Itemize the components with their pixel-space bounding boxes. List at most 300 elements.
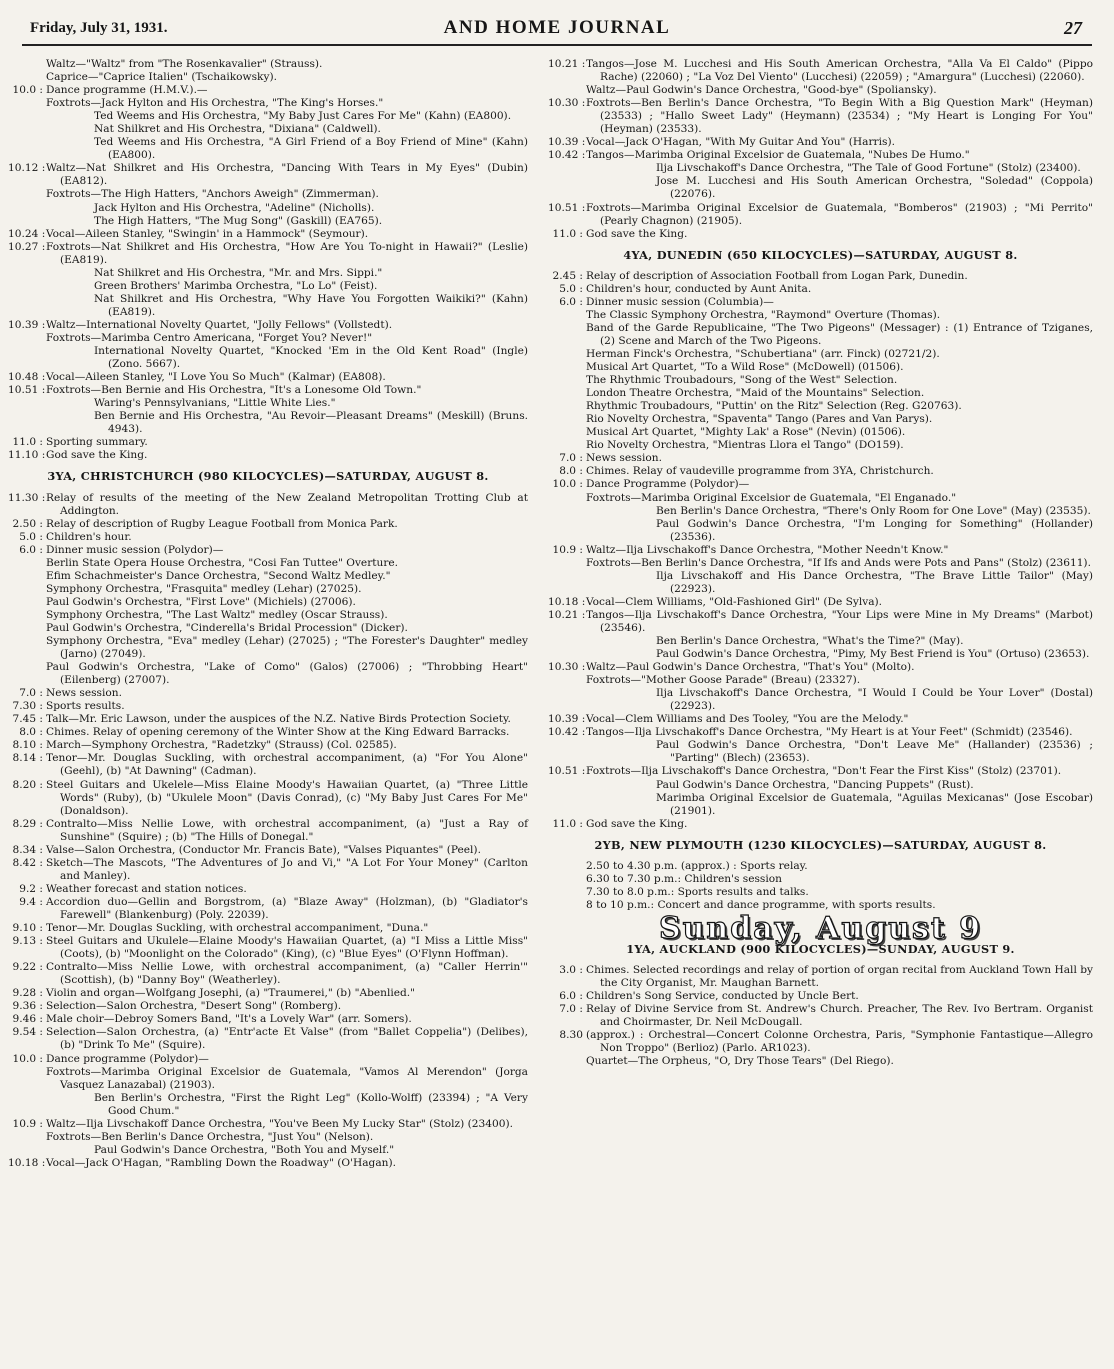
entry-line: Waltz—Paul Godwin's Dance Orchestra, "That's You" (Molto).	[586, 661, 915, 674]
entry-body	[46, 922, 528, 935]
entry-time: 8.20 :	[12, 778, 43, 791]
entry-line: Male choir—Debroy Somers Band, "It's a Lovely War" (arr. Somers).	[46, 1013, 412, 1026]
entry-time: 10.51 :	[548, 765, 586, 778]
entry-time: 6.0 :	[559, 990, 583, 1003]
entry-line: Ben Berlin's Orchestra, "First the Right Leg" (Kollo-Wolff) (23394) ; "A Very Good Chum."	[94, 1091, 528, 1117]
entry-line: Green Brothers' Marimba Orchestra, "Lo Lo" (Feist).	[94, 279, 378, 292]
entry-line: Dance programme (Polydor)—	[46, 1052, 209, 1065]
entry-body	[46, 818, 528, 844]
entry-line: Efim Schachmeister's Dance Orchestra, "Second Waltz Medley."	[46, 569, 391, 582]
entry-time: 9.54 :	[12, 1026, 43, 1039]
programme-entry	[8, 241, 528, 319]
entry-body	[586, 596, 1093, 609]
entry-time: 10.39 :	[8, 318, 46, 331]
programme-entry	[548, 228, 1093, 241]
entry-body	[586, 283, 1093, 296]
entry-time: 8.0 :	[19, 726, 43, 739]
entry-line: Dance programme (H.M.V.).—	[46, 84, 208, 97]
entry-time: 7.45 :	[12, 713, 43, 726]
entry-line: Ilja Livschakoff and His Dance Orchestra, "The Brave Little Tailor" (May) (22923).	[656, 569, 1093, 595]
programme-entry	[8, 436, 528, 449]
entry-line: Musical Art Quartet, "Mighty Lak' a Rose" (Nevin) (01506).	[586, 426, 906, 439]
programme-entry	[8, 739, 528, 752]
entry-time: 9.2 :	[19, 882, 43, 895]
entry-line: Tenor—Mr. Douglas Suckling, with orchestral accompaniment, "Duna."	[46, 922, 429, 935]
entry-body	[586, 136, 1093, 149]
entry-body	[586, 713, 1093, 726]
entry-line: Vocal—Jack O'Hagan, "Rambling Down the Roadway" (O'Hagan).	[46, 1156, 396, 1169]
entry-line: (approx.) : Orchestral—Concert Colonne Orchestra, Paris, "Symphonie Fantastique—Allegro Non Troppo" (Berlioz) (Parlo. AR1023).	[586, 1029, 1093, 1055]
entry-line: Quartet—The Orpheus, "O, Dry Those Tears" (Del Riego).	[586, 1055, 894, 1068]
section-heading-1ya: 1YA, AUCKLAND (900 KILOCYCLES)—SUNDAY, AUGUST 9.	[626, 942, 1015, 956]
entry-body	[586, 465, 1093, 478]
entry-body	[46, 1157, 528, 1170]
entry-time: 7.0 :	[559, 1003, 583, 1016]
entry-time: 9.36 :	[12, 1000, 43, 1013]
entry-body	[46, 544, 528, 688]
entry-body	[46, 162, 528, 227]
programme-entry	[8, 384, 528, 436]
entry-body	[46, 857, 528, 883]
entry-time: 2.50 :	[12, 517, 43, 530]
entry-line: Tangos—Ilja Livschakoff's Dance Orchestra, "Your Lips were Mine in My Dreams" (Marbot) (23546).	[586, 608, 1093, 634]
programme-entry	[548, 661, 1093, 713]
entry-line: Paul Godwin's Orchestra, "Cinderella's Bridal Procession" (Dicker).	[46, 621, 408, 634]
programme-entry	[8, 1026, 528, 1052]
entry-time: 8.10 :	[12, 739, 43, 752]
programme-entry	[8, 896, 528, 922]
entry-body	[46, 1013, 528, 1026]
entry-body	[46, 726, 528, 739]
entry-line: News session.	[586, 452, 662, 465]
entry-body	[46, 1000, 528, 1013]
entry-line: Foxtrots—Ilja Livschakoff's Dance Orchestra, "Don't Fear the First Kiss" (Stolz) (23701).	[586, 765, 1062, 778]
entry-line: Vocal—Clem Williams and Des Tooley, "You are the Melody."	[586, 713, 909, 726]
entry-line: Rhythmic Troubadours, "Puttin' on the Ritz" Selection (Reg. G20763).	[586, 400, 962, 413]
programme-entry	[8, 961, 528, 987]
entry-line: Ben Berlin's Dance Orchestra, "What's the Time?" (May).	[656, 635, 964, 648]
entry-line: Sports results.	[46, 700, 125, 713]
programme-entry	[8, 935, 528, 961]
programme-entry	[548, 990, 1093, 1003]
entry-time: 5.0 :	[19, 530, 43, 543]
programme-entry	[8, 752, 528, 778]
entry-line: Nat Shilkret and His Orchestra, "Dixiana" (Caldwell).	[94, 123, 381, 136]
entry-line: Tangos—Jose M. Lucchesi and His South American Orchestra, "Alla Va El Caldo" (Pippo Rache) (22060) ; "La Voz Del Viento" (Lucchesi) (22059) ; "Amargura" (Lucchesi) (22060).	[586, 58, 1093, 84]
programme-entry	[8, 319, 528, 371]
entry-body	[586, 1003, 1093, 1029]
entry-time: 10.18 :	[548, 595, 586, 608]
entry-time: 9.22 :	[12, 961, 43, 974]
entry-time: 8.34 :	[12, 843, 43, 856]
header-date: Friday, July 31, 1931.	[30, 20, 168, 36]
entry-body	[586, 270, 1093, 283]
entry-body	[46, 844, 528, 857]
entry-body	[586, 1029, 1093, 1068]
entry-line: Chimes. Relay of opening ceremony of the Winter Show at the King Edward Barracks.	[46, 726, 510, 739]
entry-time: 11.0 :	[12, 436, 43, 449]
entry-body	[586, 609, 1093, 661]
section-heading-3ya: 3YA, CHRISTCHURCH (980 KILOCYCLES)—SATURDAY, AUGUST 8.	[47, 469, 489, 484]
entry-line: Steel Guitars and Ukelele—Miss Elaine Moody's Hawaiian Quartet, (a) "Three Little Words" (Ruby), (b) "Ukulele Moon" (Davis Conrad), (c) "My Baby Just Cares For Me" (Donaldson).	[46, 778, 528, 817]
entry-body	[46, 1026, 528, 1052]
entry-line: March—Symphony Orchestra, "Radetzky" (Strauss) (Col. 02585).	[46, 739, 397, 752]
entry-line: Violin and organ—Wolfgang Josephi, (a) "Traumerei," (b) "Abenlied."	[46, 987, 416, 1000]
entry-body	[46, 518, 528, 531]
entry-body	[46, 883, 528, 896]
entry-body	[586, 964, 1093, 990]
entry-line: News session.	[46, 687, 122, 700]
entry-body	[46, 384, 528, 436]
entry-line: Foxtrots—Ben Berlin's Dance Orchestra, "To Begin With a Big Question Mark" (Heyman) (23533) ; "Hallo Sweet Lady" (Heymann) (23534) ; "My Heart is Longing For You" (Heyman) (23533).	[586, 97, 1093, 136]
entry-line: Relay of description of Rugby League Football from Monica Park.	[46, 517, 398, 530]
programme-entry	[8, 700, 528, 713]
page-header	[22, 16, 1092, 46]
entry-line: Rio Novelty Orchestra, "Mientras Llora el Tango" (DO159).	[586, 439, 904, 452]
entry-line: The Classic Symphony Orchestra, "Raymond" Overture (Thomas).	[586, 308, 941, 321]
entry-time: 10.12 :	[8, 162, 46, 175]
programme-entry	[548, 283, 1093, 296]
entry-time: 6.0 :	[19, 543, 43, 556]
programme-entry	[8, 531, 528, 544]
entry-line: Relay of results of the meeting of the New Zealand Metropolitan Trotting Club at Addington.	[46, 491, 528, 517]
programme-entry	[8, 1000, 528, 1013]
entry-body	[46, 531, 528, 544]
entry-line: Dinner music session (Columbia)—	[586, 295, 774, 308]
page-number: 27	[1064, 18, 1082, 38]
entry-body	[46, 1118, 528, 1157]
right-column	[548, 58, 1093, 1068]
entry-body	[46, 1053, 528, 1118]
entry-line: Foxtrots—Nat Shilkret and His Orchestra, "How Are You To-night in Hawaii?" (Leslie) (EA819).	[46, 240, 528, 266]
entry-body	[46, 896, 528, 922]
entry-body	[586, 97, 1093, 136]
entry-line: Relay of description of Association Football from Logan Park, Dunedin.	[586, 269, 968, 282]
entry-body	[586, 452, 1093, 465]
programme-entry	[8, 518, 528, 531]
entry-body	[586, 661, 1093, 713]
programme-entry	[548, 964, 1093, 990]
entry-body	[46, 687, 528, 700]
entry-time: 2.45 :	[552, 269, 583, 282]
entry-body	[46, 739, 528, 752]
programme-list	[8, 58, 528, 462]
entry-time: 11.0 :	[552, 817, 583, 830]
entry-line: Paul Godwin's Dance Orchestra, "Both You and Myself."	[94, 1143, 395, 1156]
programme-entry	[8, 371, 528, 384]
entry-time	[548, 860, 586, 912]
entry-line: 8 to 10 p.m.: Concert and dance programme, with sports results.	[586, 898, 936, 911]
programme-entry	[548, 465, 1093, 478]
entry-time: 10.24 :	[8, 227, 46, 240]
entry-body	[46, 449, 528, 462]
entry-line: God save the King.	[586, 817, 688, 830]
entry-time: 10.51 :	[8, 384, 46, 397]
entry-time	[8, 58, 46, 84]
entry-line: Paul Godwin's Orchestra, "Lake of Como" (Galos) (27006) ; "Throbbing Heart" (Eilenberg) (27007).	[46, 661, 528, 687]
entry-time: 10.48 :	[8, 371, 46, 384]
entry-body	[46, 241, 528, 319]
programme-entry	[8, 228, 528, 241]
entry-line: Sketch—The Mascots, "The Adventures of Jo and Vi," "A Lot For Your Money" (Carlton and Manley).	[46, 856, 528, 882]
entry-body	[586, 765, 1093, 817]
entry-line: Berlin State Opera House Orchestra, "Cosi Fan Tuttee" Overture.	[46, 556, 399, 569]
entry-line: Vocal—Aileen Stanley, "I Love You So Much" (Kalmar) (EA808).	[46, 371, 386, 384]
entry-line: Waltz—Paul Godwin's Dance Orchestra, "Good-bye" (Spoliansky).	[586, 84, 937, 97]
entry-line: Vocal—Clem Williams, "Old-Fashioned Girl" (De Sylva).	[586, 595, 883, 608]
programme-entry	[8, 449, 528, 462]
entry-time: 8.30	[559, 1029, 583, 1042]
entry-body	[586, 544, 1093, 596]
entry-line: Sporting summary.	[46, 436, 148, 449]
entry-line: Symphony Orchestra, "Eva" medley (Lehar) (27025) ; "The Forester's Daughter" medley (Jarno) (27049).	[46, 635, 528, 661]
entry-line: Waltz—International Novelty Quartet, "Jolly Fellows" (Vollstedt).	[46, 318, 393, 331]
entry-line: Ben Bernie and His Orchestra, "Au Revoir—Pleasant Dreams" (Meskill) (Bruns. 4943).	[94, 410, 528, 436]
entry-time: 10.27 :	[8, 240, 46, 253]
programme-entry	[548, 452, 1093, 465]
entry-line: Foxtrots—Marimba Original Excelsior de Guatemala, "Vamos Al Merendon" (Jorga Vasquez Lanazabal) (21903).	[46, 1065, 528, 1091]
entry-body	[46, 752, 528, 778]
left-column	[8, 58, 528, 1170]
programme-entry	[8, 987, 528, 1000]
programme-entry	[548, 296, 1093, 453]
entry-body	[46, 371, 528, 384]
entry-line: Selection—Salon Orchestra, (a) "Entr'acte Et Valse" (from "Ballet Coppelia") (Delibes), (b) "Drink To Me" (Squire).	[46, 1026, 528, 1052]
entry-line: Vocal—Aileen Stanley, "Swingin' in a Hammock" (Seymour).	[46, 227, 369, 240]
entry-line: Jack Hylton and His Orchestra, "Adeline" (Nicholls).	[94, 201, 375, 214]
entry-line: Foxtrots—Marimba Centro Americana, "Forget You? Never!"	[46, 331, 373, 344]
programme-entry	[8, 857, 528, 883]
entry-line: Talk—Mr. Eric Lawson, under the auspices of the N.Z. Native Birds Protection Society.	[46, 713, 511, 726]
programme-entry	[8, 726, 528, 739]
entry-time: 9.4 :	[19, 895, 43, 908]
entry-body	[46, 492, 528, 518]
entry-line: Foxtrots—Marimba Original Excelsior de Guatemala, "Bomberos" (21903) ; "Mi Perrito" (Pearly Chagnon) (21905).	[586, 201, 1093, 227]
entry-time: 6.0 :	[559, 295, 583, 308]
programme-entry	[8, 779, 528, 818]
programme-list	[8, 492, 528, 1170]
entry-line: Waring's Pennsylvanians, "Little White Lies."	[94, 397, 336, 410]
entry-body	[46, 319, 528, 371]
entry-time: 8.14 :	[12, 752, 43, 765]
programme-entry	[548, 136, 1093, 149]
entry-line: Waltz—Ilja Livschakoff Dance Orchestra, "You've Been My Lucky Star" (Stolz) (23400).	[46, 1117, 513, 1130]
programme-entry	[8, 492, 528, 518]
entry-line: God save the King.	[46, 449, 148, 462]
entry-line: Foxtrots—Marimba Original Excelsior de Guatemala, "El Enganado."	[586, 491, 957, 504]
entry-time: 10.9 :	[12, 1117, 43, 1130]
entry-line: Valse—Salon Orchestra, (Conductor Mr. Francis Bate), "Valses Piquantes" (Peel).	[46, 843, 481, 856]
entry-body	[586, 478, 1093, 543]
entry-line: Children's hour, conducted by Aunt Anita.	[586, 282, 812, 295]
entry-line: Relay of Divine Service from St. Andrew's Church. Preacher, The Rev. Ivo Bertram. Organist and Choirmaster, Dr. Neil McDougall.	[586, 1003, 1093, 1029]
entry-line: Vocal—Jack O'Hagan, "With My Guitar And You" (Harris).	[586, 136, 895, 149]
programme-entry	[548, 765, 1093, 817]
entry-body	[46, 84, 528, 162]
entry-time: 10.42 :	[548, 726, 586, 739]
entry-line: The High Hatters, "The Mug Song" (Gaskill) (EA765).	[94, 214, 383, 227]
programme-entry	[8, 687, 528, 700]
entry-line: Waltz—Ilja Livschakoff's Dance Orchestra, "Mother Needn't Know."	[586, 543, 949, 556]
entry-line: Chimes. Relay of vaudeville programme from 3YA, Christchurch.	[586, 465, 934, 478]
programme-list	[548, 58, 1093, 241]
programme-entry	[8, 544, 528, 688]
entry-time: 10.51 :	[548, 201, 586, 214]
entry-body	[46, 58, 528, 84]
entry-line: Tenor—Mr. Douglas Suckling, with orchestral accompaniment, (a) "For You Alone" (Geehl), (b) "At Dawning" (Cadman).	[46, 752, 528, 778]
entry-line: Musical Art Quartet, "To a Wild Rose" (McDowell) (01506).	[586, 361, 904, 374]
entry-body	[586, 860, 1093, 912]
entry-line: Weather forecast and station notices.	[46, 882, 247, 895]
entry-line: Ted Weems and His Orchestra, "A Girl Friend of a Boy Friend of Mine" (Kahn) (EA800).	[94, 136, 528, 162]
entry-line: International Novelty Quartet, "Knocked 'Em in the Old Kent Road" (Ingle) (Zono. 5667).	[94, 345, 528, 371]
entry-line: Dance Programme (Polydor)—	[586, 478, 750, 491]
entry-time: 10.0 :	[12, 1052, 43, 1065]
entry-time: 10.0 :	[552, 478, 583, 491]
entry-body	[46, 779, 528, 818]
entry-body	[586, 726, 1093, 765]
entry-line: Foxtrots—Jack Hylton and His Orchestra, "The King's Horses."	[46, 97, 384, 110]
programme-entry	[548, 818, 1093, 831]
entry-body	[586, 228, 1093, 241]
entry-time: 9.28 :	[12, 987, 43, 1000]
entry-line: Contralto—Miss Nellie Lowe, with orchestral accompaniment, (a) "Caller Herrin'" (Scottish), (b) "Danny Boy" (Weatherley).	[46, 961, 528, 987]
entry-time: 10.39 :	[548, 713, 586, 726]
entry-body	[46, 228, 528, 241]
entry-line: Foxtrots—The High Hatters, "Anchors Aweigh" (Zimmerman).	[46, 188, 379, 201]
entry-line: Marimba Original Excelsior de Guatemala, "Aguilas Mexicanas" (Jose Escobar) (21901).	[656, 791, 1093, 817]
programme-entry	[548, 202, 1093, 228]
entry-body	[46, 961, 528, 987]
entry-line: 2.50 to 4.30 p.m. (approx.) : Sports relay.	[586, 859, 808, 872]
entry-line: Contralto—Miss Nellie Lowe, with orchestral accompaniment, (a) "Just a Ray of Sunshine" (Squire) ; (b) "The Hills of Donegal."	[46, 817, 528, 843]
programme-list	[548, 270, 1093, 831]
entry-time: 10.0 :	[12, 84, 43, 97]
entry-line: Foxtrots—"Mother Goose Parade" (Breau) (23327).	[586, 674, 861, 687]
entry-line: 6.30 to 7.30 p.m.: Children's session	[586, 872, 782, 885]
entry-line: Children's Song Service, conducted by Uncle Bert.	[586, 990, 859, 1003]
entry-line: Foxtrots—Ben Berlin's Dance Orchestra, "Just You" (Nelson).	[46, 1130, 374, 1143]
entry-line: London Theatre Orchestra, "Maid of the Mountains" Selection.	[586, 387, 925, 400]
entry-line: Tangos—Marimba Original Excelsior de Guatemala, "Nubes De Humo."	[586, 149, 970, 162]
entry-line: Symphony Orchestra, "The Last Waltz" medley (Oscar Strauss).	[46, 608, 388, 621]
programme-entry	[548, 270, 1093, 283]
entry-line: Nat Shilkret and His Orchestra, "Why Have You Forgotten Waikiki?" (Kahn) (EA819).	[94, 292, 528, 318]
entry-time: 8.42 :	[12, 856, 43, 869]
programme-entry	[548, 544, 1093, 596]
entry-body	[586, 296, 1093, 453]
entry-time: 10.30 :	[548, 661, 586, 674]
entry-time: 9.10 :	[12, 922, 43, 935]
entry-body	[586, 149, 1093, 201]
sunday-banner: Sunday, August 9	[658, 910, 983, 946]
entry-line: Selection—Salon Orchestra, "Desert Song" (Romberg).	[46, 1000, 342, 1013]
entry-line: Symphony Orchestra, "Frasquita" medley (Lehar) (27025).	[46, 582, 362, 595]
programme-entry	[8, 1118, 528, 1157]
programme-entry	[8, 844, 528, 857]
entry-line: God save the King.	[586, 227, 688, 240]
entry-body	[46, 713, 528, 726]
section-heading-2yb: 2YB, NEW PLYMOUTH (1230 KILOCYCLES)—SATURDAY, AUGUST 8.	[594, 837, 1047, 852]
programme-entry	[8, 162, 528, 227]
programme-entry	[8, 58, 528, 84]
programme-entry	[8, 922, 528, 935]
programme-entry	[548, 1003, 1093, 1029]
entry-body	[586, 58, 1093, 97]
entry-body	[586, 990, 1093, 1003]
entry-line: Paul Godwin's Dance Orchestra, "I'm Longing for Something" (Hollander) (23536).	[656, 517, 1093, 543]
programme-entry	[8, 883, 528, 896]
programme-list	[548, 964, 1093, 1068]
programme-entry	[548, 1029, 1093, 1068]
entry-time: 10.18 :	[8, 1156, 46, 1169]
entry-time: 8.0 :	[559, 465, 583, 478]
programme-entry	[548, 478, 1093, 543]
programme-entry	[548, 58, 1093, 97]
entry-line: Foxtrots—Ben Berlin's Dance Orchestra, "If Ifs and Ands were Pots and Pans" (Stolz) (23611).	[586, 556, 1091, 569]
programme-entry	[8, 818, 528, 844]
entry-line: Chimes. Selected recordings and relay of portion of organ recital from Auckland Town Hall by the City Organist, Mr. Maughan Barnett.	[586, 964, 1093, 990]
programme-entry	[548, 97, 1093, 136]
entry-line: Paul Godwin's Dance Orchestra, "Don't Leave Me" (Hallander) (23536) ; "Parting" (Blech) (23653).	[656, 739, 1093, 765]
entry-time: 10.42 :	[548, 149, 586, 162]
entry-line: Ben Berlin's Dance Orchestra, "There's Only Room for One Love" (May) (23535).	[656, 504, 1091, 517]
entry-line: Herman Finck's Orchestra, "Schubertiana" (arr. Finck) (02721/2).	[586, 347, 940, 360]
programme-entry	[8, 84, 528, 162]
entry-body	[46, 987, 528, 1000]
entry-time: 8.29 :	[12, 817, 43, 830]
entry-body	[586, 818, 1093, 831]
programme-entry	[8, 1157, 528, 1170]
programme-entry	[548, 609, 1093, 661]
entry-line: Rio Novelty Orchestra, "Spaventa" Tango (Pares and Van Parys).	[586, 413, 933, 426]
entry-time: 11.30 :	[8, 491, 46, 504]
entry-time: 10.30 :	[548, 97, 586, 110]
entry-time: 10.21 :	[548, 608, 586, 621]
header-title: AND HOME JOURNAL	[443, 17, 671, 38]
entry-time: 10.21 :	[548, 58, 586, 70]
programme-entry	[548, 596, 1093, 609]
entry-time: 7.0 :	[559, 452, 583, 465]
entry-line: Paul Godwin's Dance Orchestra, "Pimy, My Best Friend is You" (Ortuso) (23653).	[656, 648, 1090, 661]
entry-line: Foxtrots—Ben Bernie and His Orchestra, "It's a Lonesome Old Town."	[46, 384, 422, 397]
programme-entry	[8, 1013, 528, 1026]
entry-line: Paul Godwin's Dance Orchestra, "Dancing Puppets" (Rust).	[656, 778, 974, 791]
entry-body	[46, 935, 528, 961]
programme-entry	[8, 1053, 528, 1118]
programme-entry	[548, 860, 1093, 912]
entry-line: Ilja Livschakoff's Dance Orchestra, "I Would I Could be Your Lover" (Dostal) (22923).	[656, 687, 1093, 713]
entry-line: Tangos—Ilja Livschakoff's Dance Orchestra, "My Heart is at Your Feet" (Schmidt) (23546).	[586, 726, 1073, 739]
entry-time: 10.9 :	[552, 543, 583, 556]
programme-entry	[548, 726, 1093, 765]
programme-entry	[8, 713, 528, 726]
entry-line: Band of the Garde Republicaine, "The Two Pigeons" (Messager) : (1) Entrance of Tziganes, (2) Scene and March of the Two Pigeons.	[586, 321, 1093, 347]
entry-time: 11.0 :	[552, 227, 583, 240]
entry-line: Paul Godwin's Orchestra, "First Love" (Michiels) (27006).	[46, 595, 356, 608]
entry-line: Dinner music session (Polydor)—	[46, 543, 224, 556]
programme-entry	[548, 713, 1093, 726]
entry-line: Accordion duo—Gellin and Borgstrom, (a) "Blaze Away" (Holzman), (b) "Gladiator's Farewell" (Blankenburg) (Poly. 22039).	[46, 895, 528, 921]
programme-list	[548, 860, 1093, 912]
entry-body	[46, 436, 528, 449]
section-heading-4ya: 4YA, DUNEDIN (650 KILOCYCLES)—SATURDAY, AUGUST 8.	[623, 247, 1018, 262]
entry-time: 7.0 :	[19, 687, 43, 700]
entry-line: The Rhythmic Troubadours, "Song of the West" Selection.	[586, 374, 898, 387]
entry-line: Nat Shilkret and His Orchestra, "Mr. and Mrs. Sippi."	[94, 266, 383, 279]
entry-line: Jose M. Lucchesi and His South American Orchestra, "Soledad" (Coppola) (22076).	[656, 175, 1093, 201]
entry-time: 9.13 :	[12, 935, 43, 948]
